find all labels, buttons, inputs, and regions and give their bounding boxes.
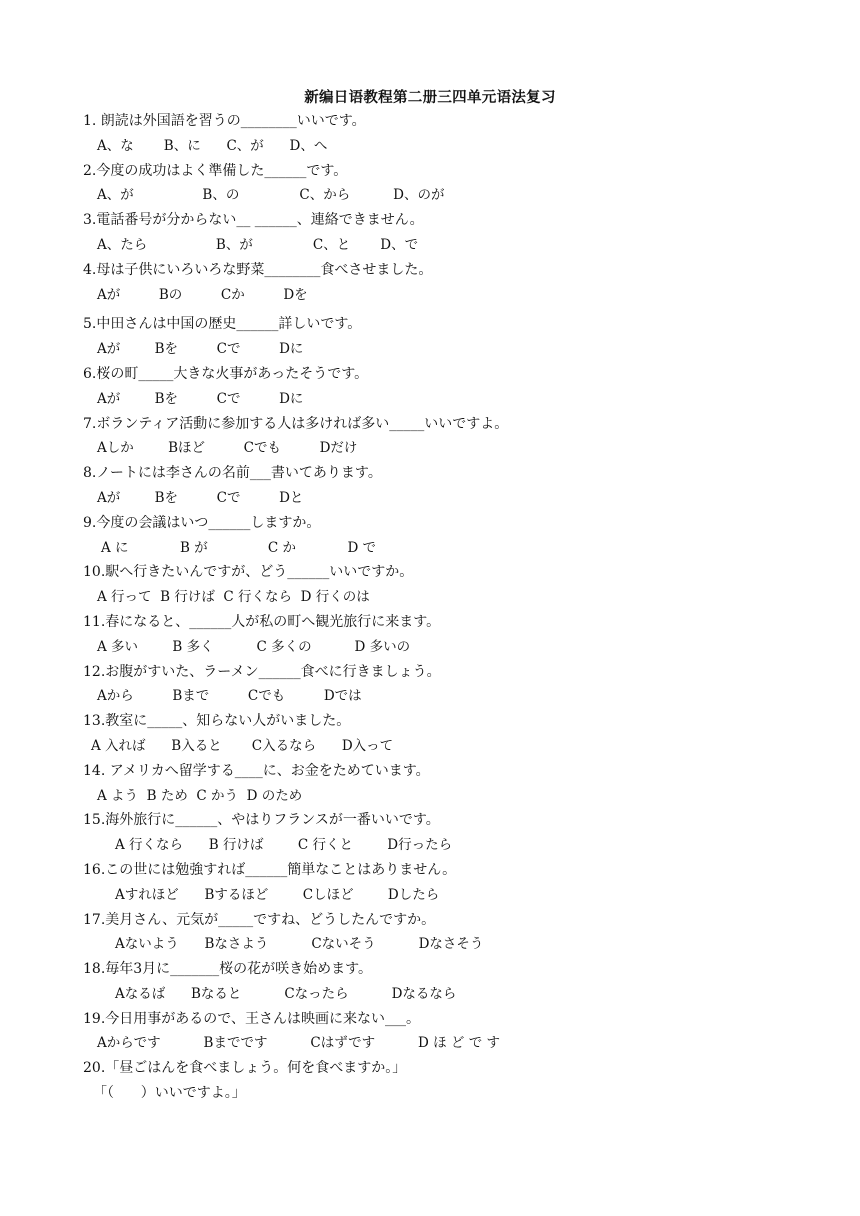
options-18: Aなるば Bなると Cなったら Dなるなら bbox=[115, 985, 457, 1002]
question-6: 6.桜の町_____大きな火事があったそうです。 bbox=[83, 365, 369, 382]
question-5: 5.中田さんは中国の歴史______詳しいです。 bbox=[83, 316, 362, 333]
options-14: A よう B ため C かう D のため bbox=[97, 787, 303, 804]
question-8: 8.ノートには李さんの名前___書いてあります。 bbox=[83, 465, 382, 482]
options-2: A、が B、の C、から D、のが bbox=[97, 187, 445, 204]
question-19: 19.今日用事があるので、王さんは映画に来ない___。 bbox=[83, 1010, 420, 1027]
question-11: 11.春になると、______人が私の町へ観光旅行に来ます。 bbox=[83, 613, 441, 630]
question-17: 17.美月さん、元気が_____ですね、どうしたんですか。 bbox=[83, 911, 436, 928]
question-9: 9.今度の会議はいつ______しますか。 bbox=[83, 514, 321, 531]
question-14: 14. アメリカへ留学する____に、お金をためています。 bbox=[83, 762, 430, 779]
options-8: Aが Bを Cで Dと bbox=[97, 489, 304, 506]
question-3: 3.電話番号が分からない__ ______、連絡できません。 bbox=[83, 212, 424, 229]
options-1: A、な B、に C、が D、へ bbox=[97, 137, 328, 154]
question-2: 2.今度の成功はよく準備した______です。 bbox=[83, 162, 348, 179]
question-10: 10.駅へ行きたいんですが、どう______いいですか。 bbox=[83, 564, 414, 581]
question-1: 1. 朗読は外国語を習うの________いいです。 bbox=[83, 113, 366, 129]
options-12: Aから Bまで Cでも Dでは bbox=[97, 688, 362, 705]
options-7: Aしか Bほど Cでも Dだけ bbox=[97, 440, 358, 457]
options-19: Aからです Bまでです Cはずです D ほ ど で す bbox=[97, 1035, 500, 1052]
options-17: Aないよう Bなさよう Cないそう Dなさそう bbox=[115, 936, 484, 953]
question-15: 15.海外旅行に______、やはりフランスが一番いいです。 bbox=[83, 812, 440, 829]
options-5: Aが Bを Cで Dに bbox=[97, 341, 304, 358]
question-list bbox=[83, 109, 803, 1106]
options-4: Aが Bの Cか Dを bbox=[97, 286, 308, 303]
question-7: 7.ボランティア活動に参加する人は多ければ多い_____いいですよ。 bbox=[83, 415, 509, 432]
answer-line-20: 「（ ）いいですよ。」 bbox=[93, 1085, 246, 1102]
question-12: 12.お腹がすいた、ラーメン______食べに行きましょう。 bbox=[83, 663, 441, 680]
options-10: A 行って B 行けば C 行くなら D 行くのは bbox=[97, 589, 370, 606]
options-6: Aが Bを Cで Dに bbox=[97, 390, 304, 407]
question-20: 20.「昼ごはんを食べましょう。何を食べますか。」 bbox=[83, 1060, 407, 1077]
options-15: A 行くなら B 行けば C 行くと D行ったら bbox=[115, 837, 453, 854]
question-4: 4.母は子供にいろいろな野菜________食べさせました。 bbox=[83, 261, 433, 278]
question-16: 16.この世には勉強すれば______簡単なことはありません。 bbox=[83, 861, 457, 878]
options-3: A、たら B、が C、と D、で bbox=[97, 236, 419, 253]
question-18: 18.毎年3月に_______桜の花が咲き始めます。 bbox=[83, 961, 373, 978]
question-13: 13.教室に_____、知らない人がいました。 bbox=[83, 713, 351, 730]
options-16: Aすれほど Bするほど Cしほど Dしたら bbox=[115, 886, 440, 903]
options-11: A 多い B 多く C 多くの D 多いの bbox=[97, 638, 411, 655]
options-13: A 入れば B入ると C入るなら D入って bbox=[91, 737, 394, 754]
page-title: 新编日语教程第二册三四单元语法复习 bbox=[304, 89, 556, 106]
options-9: A に B が C か D で bbox=[101, 539, 377, 556]
